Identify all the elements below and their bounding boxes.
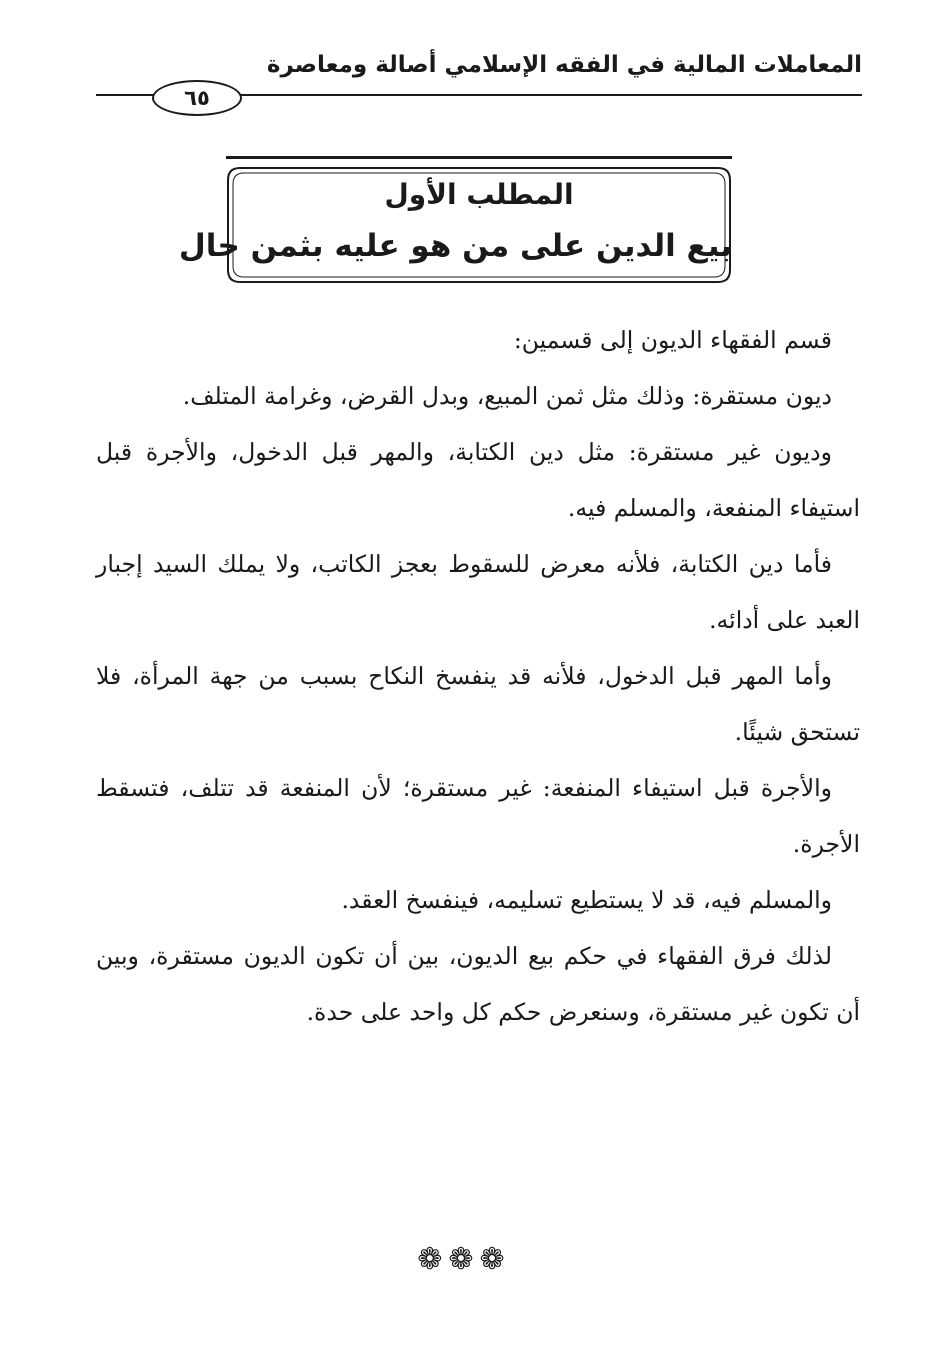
paragraph: فأما دين الكتابة، فلأنه معرض للسقوط بعجز الكاتب، ولا يملك السيد إجبار العبد على أدائه.: [96, 550, 860, 634]
paragraph: لذلك فرق الفقهاء في حكم بيع الديون، بين أن تكون الديون مستقرة، وبين أن تكون غير مستقرة، وسنعرض حكم كل واحد على حدة.: [96, 942, 860, 1026]
section-title-box: [178, 166, 732, 284]
paragraph: قسم الفقهاء الديون إلى قسمين:: [513, 326, 832, 354]
page-number: ٦٥: [152, 80, 242, 116]
paragraph: والأجرة قبل استيفاء المنفعة: غير مستقرة؛ لأن المنفعة قد تتلف، فتسقط الأجرة.: [96, 774, 860, 858]
section-title: المطلب الأول: [384, 178, 574, 211]
body-text: [96, 312, 860, 1040]
paragraph: وديون غير مستقرة: مثل دين الكتابة، والمهر قبل الدخول، والأجرة قبل استيفاء المنفعة، والمسلم فيه.: [96, 438, 860, 522]
ornament-divider: ❁❁❁: [417, 1242, 511, 1277]
paragraph: والمسلم فيه، قد لا يستطيع تسليمه، فينفسخ العقد.: [341, 886, 832, 914]
title-top-rule: [226, 156, 732, 159]
paragraph: وأما المهر قبل الدخول، فلأنه قد ينفسخ النكاح بسبب من جهة المرأة، فلا تستحق شيئًا.: [96, 662, 860, 746]
paragraph: ديون مستقرة: وذلك مثل ثمن المبيع، وبدل القرض، وغرامة المتلف.: [182, 382, 832, 410]
running-head-title: المعاملات المالية في الفقه الإسلامي أصالة ومعاصرة: [266, 52, 862, 78]
section-subtitle: بيع الدين على من هو عليه بثمن حال: [178, 228, 732, 264]
